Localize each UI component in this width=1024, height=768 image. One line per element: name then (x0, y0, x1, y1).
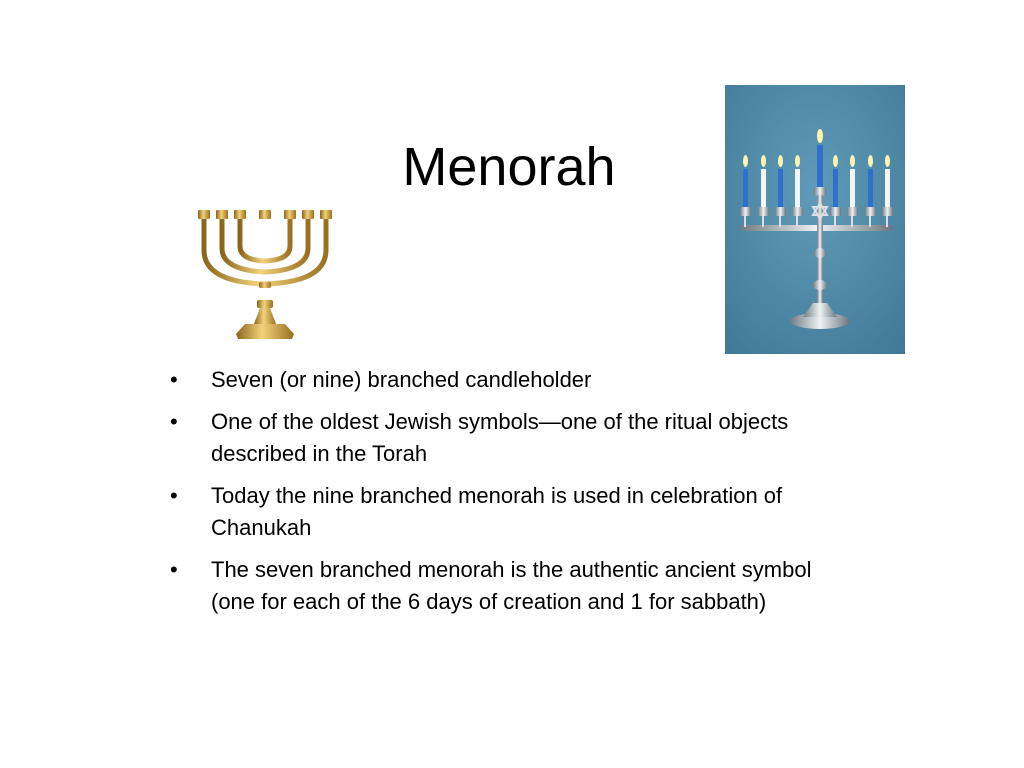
bullet-text: One of the oldest Jewish symbols—one of the ritual objects described in the Torah (211, 408, 789, 466)
bullet-text: Seven (or nine) branched candleholder (211, 367, 592, 392)
slide-title: Menorah (402, 137, 616, 197)
bullet-item (170, 364, 850, 397)
bullet-dot: • (170, 482, 178, 508)
bullet-item (170, 480, 850, 545)
hanukkah-menorah-photo (725, 85, 905, 354)
bullet-text: The seven branched menorah is the authentic ancient symbol (one for each of the 6 days of creation and 1 for sabbath) (211, 556, 812, 614)
bullet-item (170, 406, 850, 471)
gold-menorah-icon (190, 204, 340, 344)
bullet-list (170, 364, 850, 628)
bullet-dot: • (170, 408, 178, 434)
bullet-dot: • (170, 556, 178, 582)
bullet-item (170, 554, 850, 619)
bullet-dot: • (170, 367, 178, 392)
bullet-text: Today the nine branched menorah is used in celebration of Chanukah (211, 482, 783, 540)
